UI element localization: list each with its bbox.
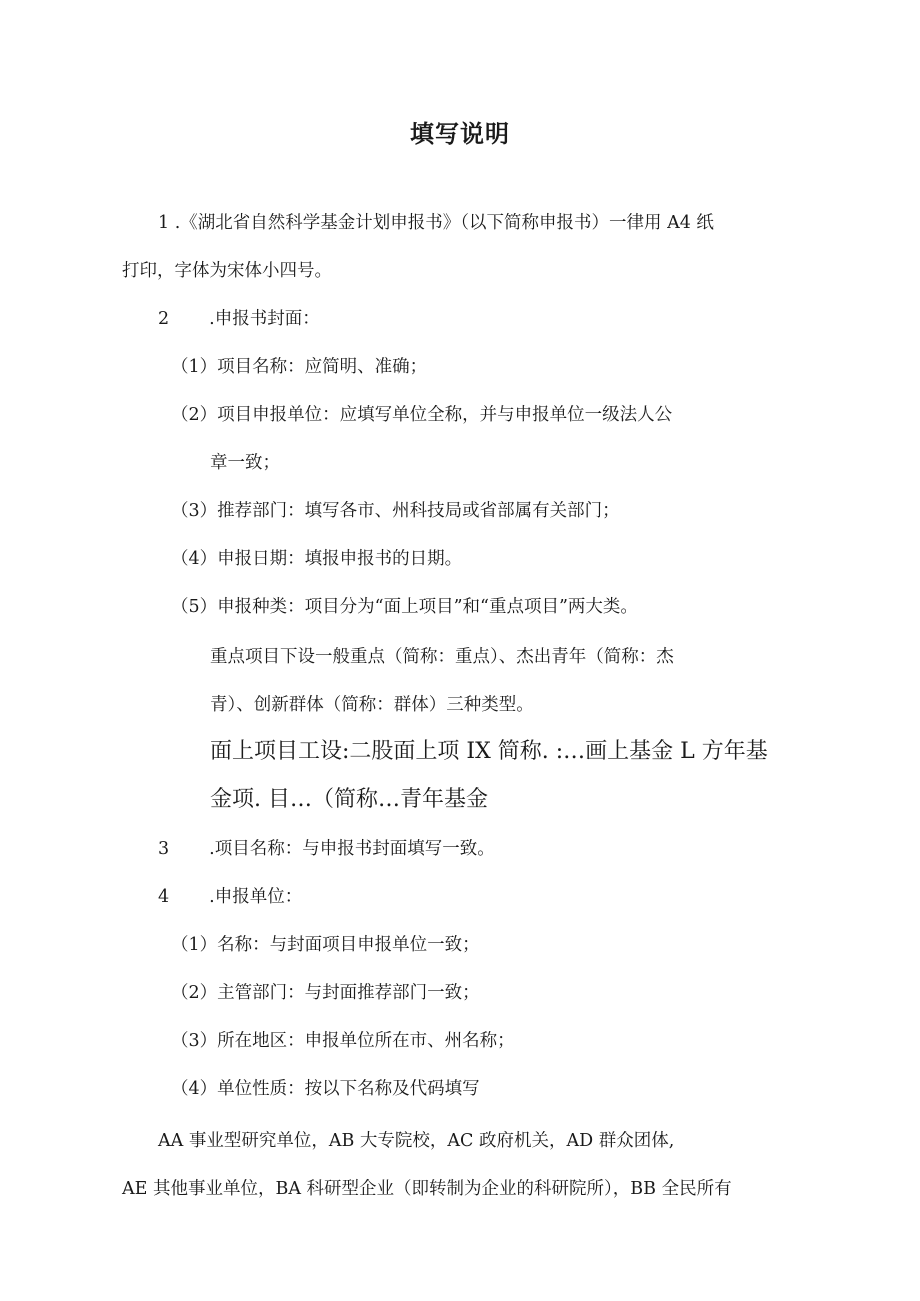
unit-codes-line-2: AE 其他事业单位，BA 科研型企业（即转制为企业的科研院所），BB 全民所有: [122, 1179, 732, 1199]
item-2-sub-5-para-1-line-1: 重点项目下设一般重点（简称：重点）、杰出青年（简称：杰: [210, 647, 674, 667]
item-2-sub-2-line-2: 章一致；: [210, 453, 280, 473]
item-1-line-1: 1 .《湖北省自然科学基金计划申报书》（以下简称申报书）一律用 A4 纸: [158, 213, 714, 233]
item-4-heading: [158, 884, 302, 910]
item-2-sub-2-line-1: （2）项目申报单位：应填写单位全称，并与申报单位一级法人公: [171, 405, 673, 425]
item-2-sub-4: （4）申报日期：填报申报书的日期。: [171, 549, 463, 569]
item-4-sub-1: （1）名称：与封面项目申报单位一致；: [171, 935, 480, 955]
item-4-sub-2: （2）主管部门：与封面推荐部门一致；: [171, 983, 480, 1003]
item-2-sub-5-para-1-line-2: 青）、创新群体（简称：群体）三种类型。: [210, 695, 534, 715]
item-2-sub-1: （1）项目名称：应简明、准确；: [171, 357, 428, 377]
item-2-sub-3: （3）推荐部门：填写各市、州科技局或省部属有关部门；: [171, 501, 620, 521]
unit-codes-line-1: AA 事业型研究单位，AB 大专院校，AC 政府机关，AD 群众团体,: [158, 1131, 675, 1151]
item-4-number: 4: [158, 887, 170, 907]
item-2-text: .申报书封面：: [209, 309, 320, 329]
item-2-heading: [158, 306, 320, 332]
item-3: [158, 836, 495, 862]
item-2-number: 2: [158, 309, 170, 329]
item-2-sub-5: （5）申报种类：项目分为“面上项目”和“重点项目”两大类。: [171, 597, 638, 617]
item-2-sub-5-para-2-line-2: 金项. 目…（简称…青年基金: [210, 787, 488, 812]
item-4-sub-4: （4）单位性质：按以下名称及代码填写: [171, 1079, 480, 1099]
item-1-line-2: 打印，字体为宋体小四号。: [122, 261, 332, 281]
item-3-number: 3: [158, 839, 170, 859]
item-4-text: .申报单位：: [209, 887, 303, 907]
page-title: 填写说明: [410, 120, 510, 148]
item-2-sub-5-para-2-line-1: 面上项目工设:二股面上项 IX 简称. :…画上基金 L 方年基: [210, 739, 768, 764]
item-4-sub-3: （3）所在地区：申报单位所在市、州名称；: [171, 1031, 515, 1051]
item-3-text: .项目名称：与申报书封面填写一致。: [209, 839, 495, 859]
